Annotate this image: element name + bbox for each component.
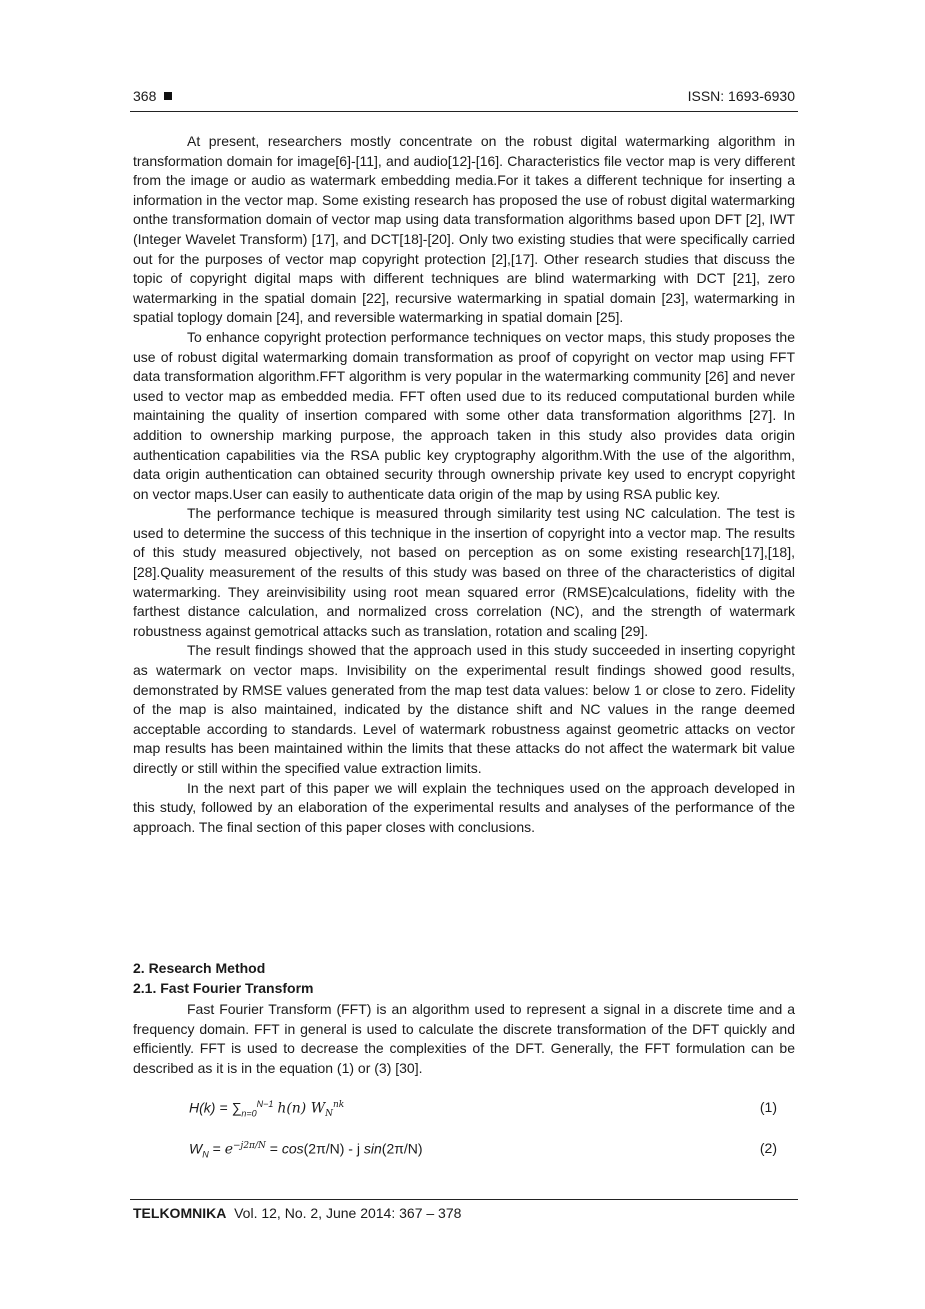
paragraph: In the next part of this paper we will explain the techniques used on the approach developed in this study, followed by an elaboration of the experimental results and analyses of the performance of the approach. The final section of this paper closes with conclusions. (133, 779, 795, 835)
page-number: 368 (133, 88, 172, 104)
header-rule (130, 111, 798, 112)
square-bullet-icon (164, 92, 172, 100)
issn: ISSN: 1693-6930 (687, 88, 795, 104)
paragraph: At present, researchers mostly concentrate on the robust digital watermarking algorithm in transformation domain for image[6]-[11], and audio[12]-[16]. Characteristics file vector map is very different from the image or audio as watermark embedding media.For it takes a different technique for inserting a information in the vector map. Some existing research has proposed the use of robust digital watermarking onthe transformation domain of vector map using data transformation algorithms based upon DFT [2], IWT (Integer Wavelet Transform) [17], and DCT[18]-[20]. Only two existing studies that were specifically carried out for the purposes of vector map copyright protection [2],[17]. Other research studies that discuss the topic of copyright digital maps with different techniques are blind watermarking with DCT [21], zero watermarking in the spatial domain [22], recursive watermarking in spatial domain [23], watermarking in spatial toplogy domain [24], and reversible watermarking in spatial domain [25]. (133, 133, 795, 326)
equation-expression: $H(k) = \sum_{n=0}^{N-1}$ h(n) $W_N^{nk}$ (189, 1099, 345, 1120)
section-heading: 2. Research Method (133, 960, 266, 976)
paragraph: Fast Fourier Transform (FFT) is an algorithm used to represent a signal in a discrete time and a frequency domain. FFT in general is used to calculate the discrete transformation of the DFT quickly and efficiently. FFT is used to decrease the complexities of the DFT. Generally, the FFT formulation can be described as it is in the equation (1) or (3) [30]. (133, 1001, 795, 1076)
paragraph: The performance techique is measured through similarity test using NC calculation. The test is used to determine the success of this technique in the insertion of copyright into a vector map. The results of this study measured objectively, not based on perception as on some existing research[17],[18],[28].Quality measurement of the results of this study was based on three of the characteristics of digital watermarking. They areinvisibility using root mean squared error (RMSE)calculations, fidelity with the farthest distance calculation, and normalized cross correlation (NC), and the strength of watermark robustness against gemotrical attacks such as translation, rotation and scaling [29]. (133, 505, 795, 639)
equation-number: (1) (759, 1099, 777, 1115)
paragraph: To enhance copyright protection performance techniques on vector maps, this study proposes the use of robust digital watermarking domain transformation as proof of copyright on vector map using FFT data transformation algorithm.FFT algorithm is very popular in the watermarking community [26] and never used to vector map as embedded media. FFT often used due to its reduced computational burden while maintaining the quality of insertion compared with some other data transformation algorithms [27]. In addition to ownership marking purpose, the approach taken in this study also provides data origin authentication capabilities via the RSA public key cryptography algorithm.With the use of the algorithm, data origin authentication can obtained security through ownership private key used to encrypt copyright on vector maps.User can easily to authenticate data origin of the map by using RSA public key. (133, 328, 795, 502)
equation-1 (189, 1099, 777, 1121)
page-footer (133, 1205, 461, 1221)
equation-number: (2) (759, 1140, 777, 1156)
intro-body (133, 132, 795, 837)
journal-citation: Vol. 12, No. 2, June 2014: 367 – 378 (234, 1205, 462, 1221)
paragraph: The result findings showed that the approach used in this study succeeded in inserting copyright as watermark on vector maps. Invisibility on the experimental result findings showed good results, demonstrated by RMSE values generated from the map test data values: below 1 or close to zero. Fidelity of the map is also maintained, indicated by the distance shift and NC values in the range deemed acceptable according to standards. Level of watermark robustness against geometric attacks on vector map results has been maintained within the limits that these attacks do not affect the watermark bit value directly or still within the specified value extraction limits. (133, 642, 795, 776)
page-header (133, 88, 795, 110)
equation-expression: $W_N = e^{-j2\pi/N} = \cos(2\pi/N) - j$ sin(2π/N) (189, 1140, 423, 1160)
method-body (133, 1000, 795, 1078)
footer-rule (130, 1199, 798, 1200)
journal-name: TELKOMNIKA (133, 1205, 227, 1221)
subsection-heading: 2.1. Fast Fourier Transform (133, 980, 314, 996)
equation-2 (189, 1140, 777, 1162)
